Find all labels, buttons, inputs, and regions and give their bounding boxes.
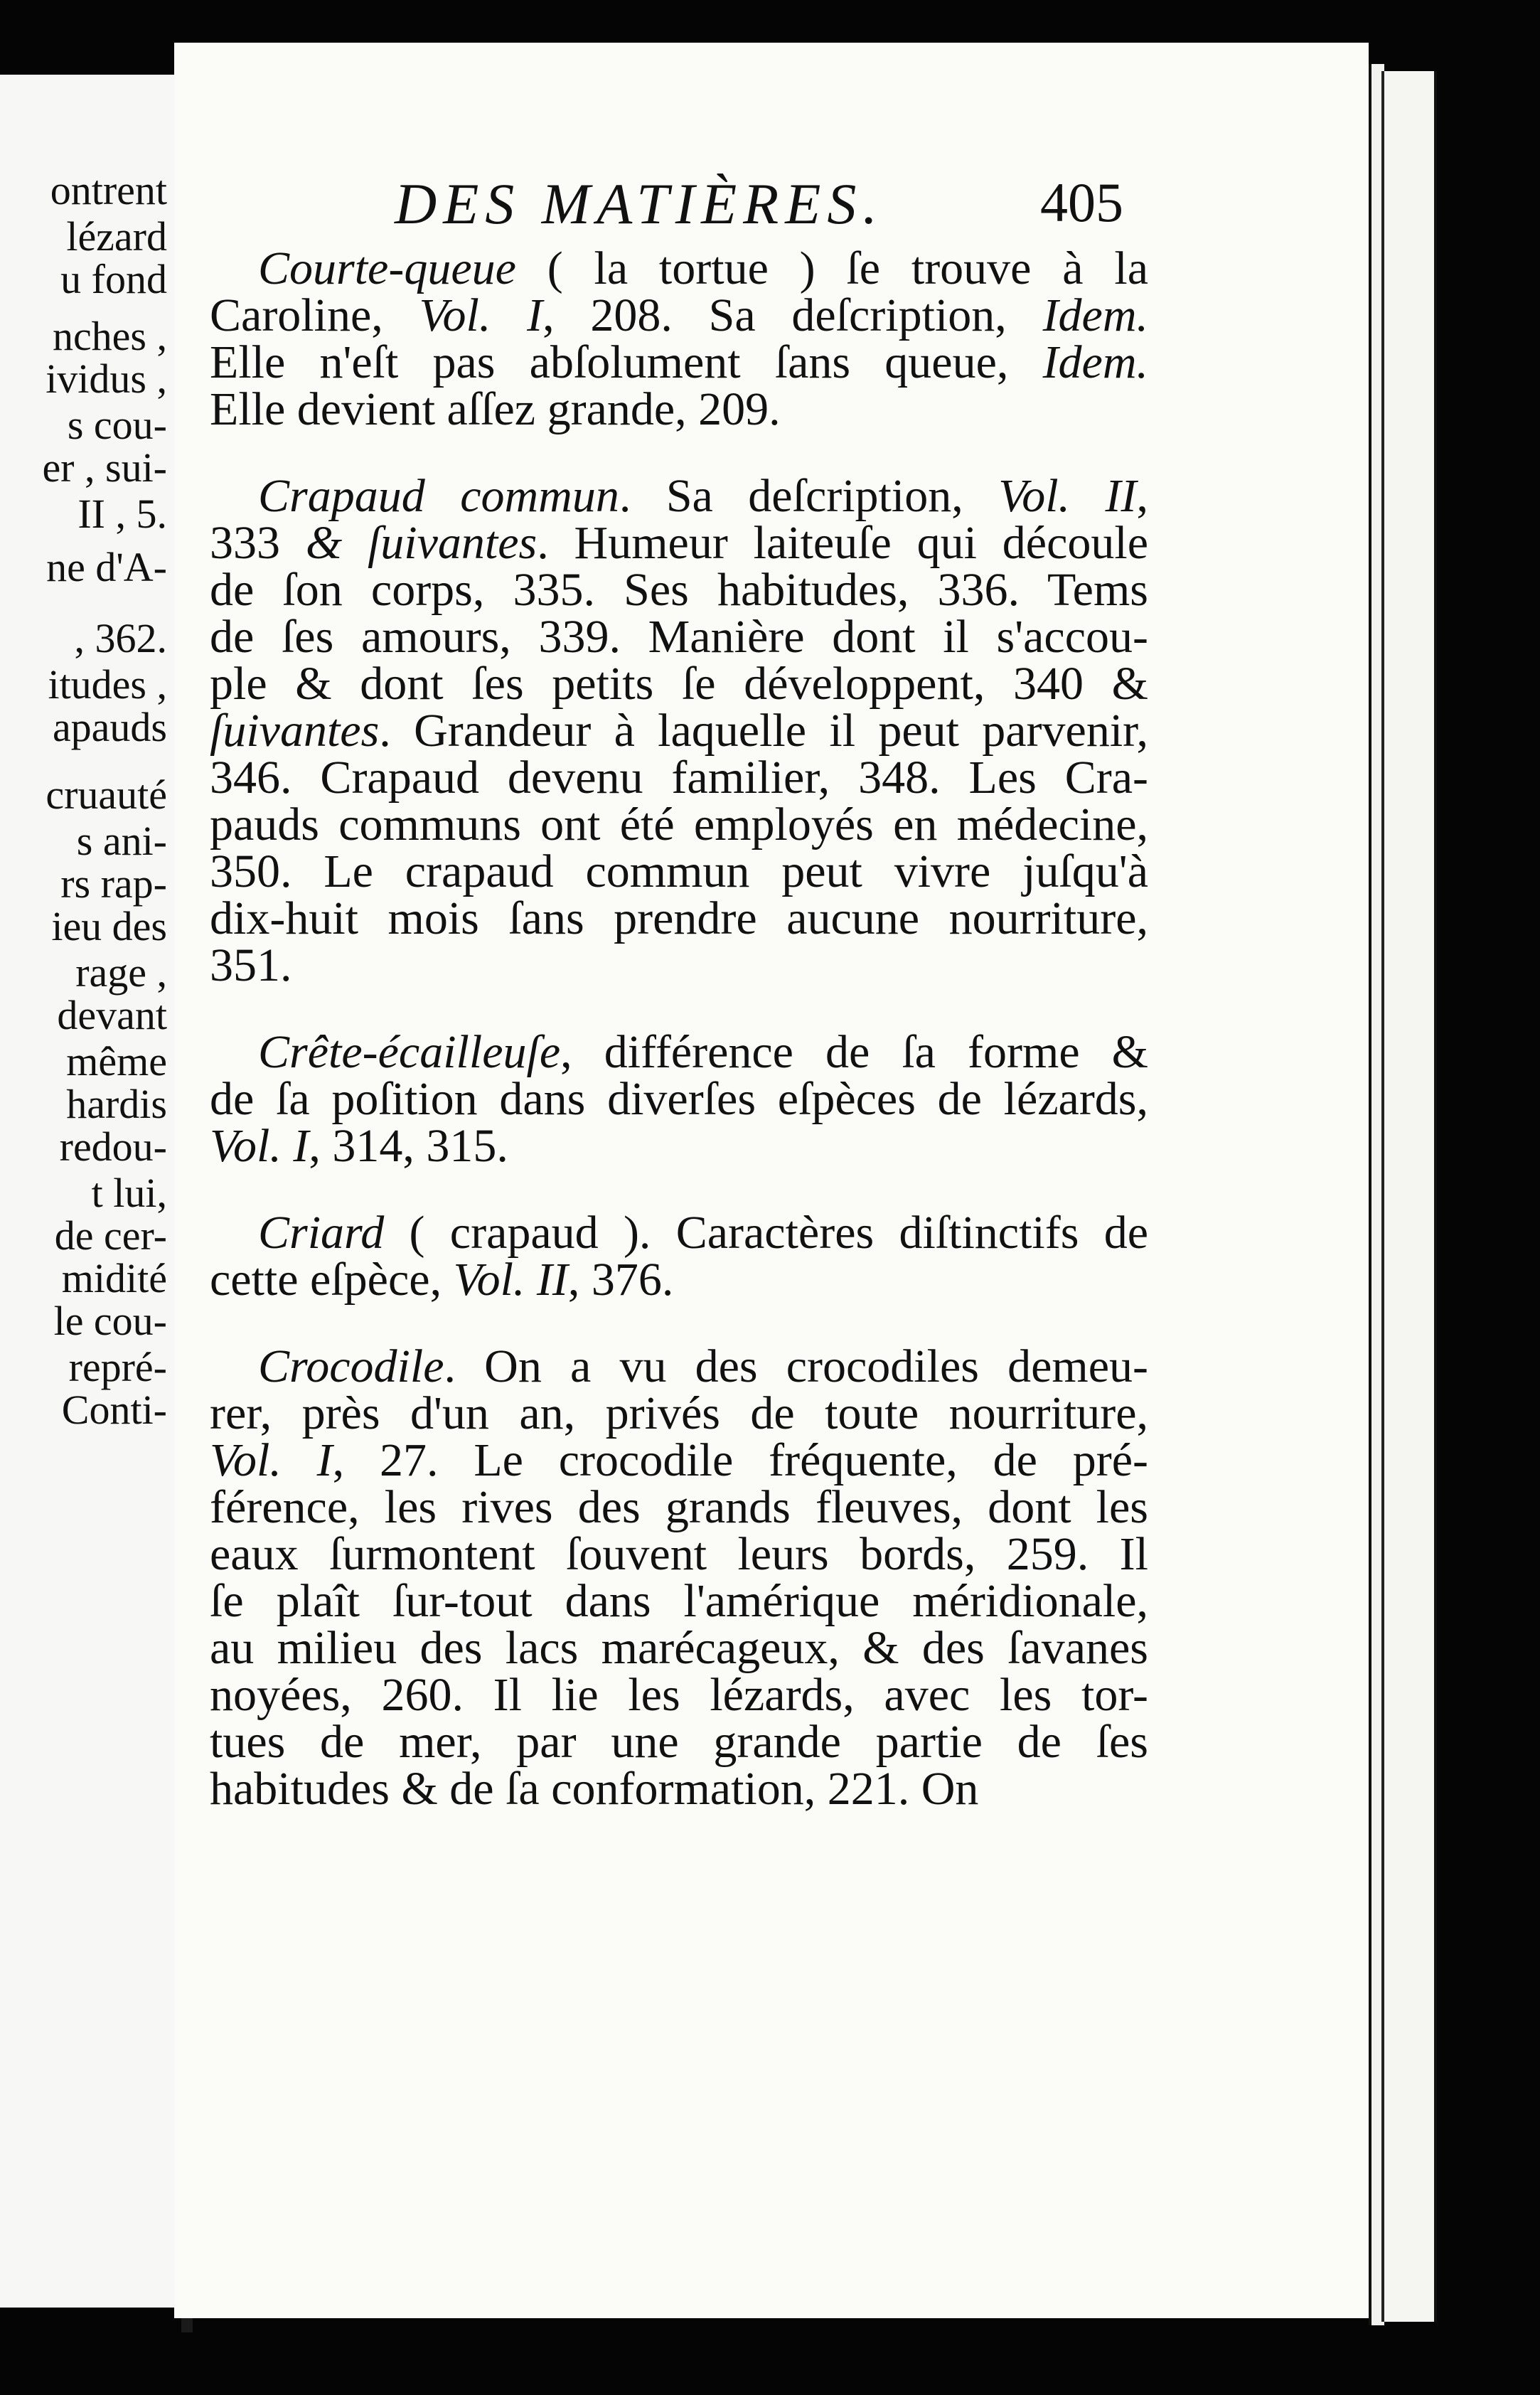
left-page-fragment: , 362. bbox=[74, 615, 167, 661]
left-page-fragment: devant bbox=[57, 992, 167, 1038]
index-entry bbox=[210, 1026, 1148, 1172]
italic-segment: Vol. II bbox=[453, 1254, 568, 1306]
entry-line bbox=[210, 1207, 1148, 1259]
italic-segment: Vol. I bbox=[210, 1434, 333, 1486]
text-segment: , 376. bbox=[567, 1254, 674, 1306]
entry-line bbox=[210, 892, 1148, 944]
text-segment: de ſon corps, 335. Ses habitudes, 336. Tems bbox=[210, 564, 1148, 616]
text-segment: 351. bbox=[210, 939, 292, 991]
entry-line bbox=[210, 1340, 1148, 1392]
text-segment: Elle devient aſſez grande, 209. bbox=[210, 383, 781, 435]
entry-line bbox=[210, 564, 1148, 616]
left-page-fragment: rs rap- bbox=[60, 860, 167, 907]
text-segment: habitudes & de ſa conformation, 221. On bbox=[210, 1763, 979, 1815]
text-segment: noyées, 260. Il lie les lézards, avec les tor- bbox=[210, 1669, 1148, 1721]
left-page-fragment: itudes , bbox=[48, 661, 167, 708]
entry-line bbox=[210, 289, 1148, 341]
left-page-fragment: midité bbox=[61, 1255, 167, 1301]
text-segment: Elle n'eſt pas abſolument ſans queue, bbox=[210, 336, 1043, 388]
italic-segment: Crapaud commun bbox=[258, 470, 619, 522]
italic-segment: Crocodile bbox=[258, 1340, 444, 1392]
left-page-fragment: ne d'A- bbox=[46, 544, 167, 590]
text-segment: . Humeur laiteuſe qui découle bbox=[537, 517, 1149, 569]
index-entry bbox=[210, 242, 1148, 435]
italic-segment: Criard bbox=[258, 1207, 385, 1259]
text-segment: . Grandeur à laquelle il peut parvenir, bbox=[379, 705, 1148, 757]
entry-line bbox=[210, 1669, 1148, 1721]
entry-line bbox=[210, 939, 1148, 991]
left-page-fragment: II , 5. bbox=[77, 491, 167, 537]
left-page-fragment: u fond bbox=[60, 256, 167, 302]
italic-segment: ſuivantes bbox=[210, 705, 380, 757]
left-page-fragment: le cou- bbox=[53, 1298, 167, 1344]
entry-line bbox=[210, 383, 1148, 435]
text-segment: , 314, 315. bbox=[309, 1120, 508, 1172]
text-segment: férence, les rives des grands fleuves, dont les bbox=[210, 1481, 1148, 1533]
running-head: DES MATIÈRES. bbox=[395, 171, 884, 236]
italic-segment: Idem. bbox=[1042, 289, 1148, 341]
text-segment: ( crapaud ). Caractères diſtinctifs de bbox=[384, 1207, 1148, 1259]
left-page-fragment: nches , bbox=[52, 313, 167, 359]
text-segment: 346. Crapaud devenu familier, 348. Les Cra- bbox=[210, 752, 1148, 804]
left-page-fragment: de cer- bbox=[54, 1212, 167, 1259]
italic-segment: Crête-écailleuſe bbox=[258, 1026, 561, 1078]
italic-segment: Vol. I bbox=[419, 289, 543, 341]
left-page-fragment: ontrent bbox=[50, 167, 167, 213]
text-segment: 333 bbox=[210, 517, 306, 569]
text-segment: rer, près d'un an, privés de toute nourriture, bbox=[210, 1387, 1148, 1439]
left-page-fragment: s cou- bbox=[67, 402, 167, 448]
text-segment: . Sa deſcription, bbox=[619, 470, 999, 522]
entry-line bbox=[210, 801, 1148, 848]
entry-line bbox=[210, 1716, 1148, 1768]
entry-line bbox=[210, 1481, 1148, 1533]
entry-line bbox=[210, 1528, 1148, 1580]
entry-line bbox=[210, 1763, 1148, 1815]
italic-segment: Idem. bbox=[1042, 336, 1148, 388]
entry-line bbox=[210, 1073, 1148, 1125]
left-page-fragment: hardis bbox=[66, 1081, 167, 1127]
left-page-fragment: s ani- bbox=[76, 818, 167, 864]
index-entry bbox=[210, 1207, 1148, 1306]
entry-line bbox=[210, 517, 1149, 569]
italic-segment: Courte-queue bbox=[258, 242, 516, 294]
italic-segment: Vol. I bbox=[210, 1120, 309, 1172]
left-page-fragment: cruauté bbox=[46, 772, 167, 818]
left-page bbox=[0, 75, 181, 2308]
index-entry bbox=[210, 470, 1149, 991]
left-page-fragment: t lui, bbox=[91, 1170, 167, 1216]
text-segment: dix-huit mois ſans prendre aucune nourriture, bbox=[210, 892, 1148, 944]
text-segment: , 27. Le crocodile fréquente, de pré- bbox=[332, 1434, 1148, 1486]
text-segment: , 208. Sa deſcription, bbox=[542, 289, 1043, 341]
text-segment: de ſes amours, 339. Manière dont il s'accou- bbox=[210, 611, 1148, 663]
text-segment: . On a vu des crocodiles demeu- bbox=[444, 1340, 1148, 1392]
text-segment: , différence de ſa forme & bbox=[560, 1026, 1148, 1078]
entry-line bbox=[210, 1254, 1148, 1306]
left-page-fragment: er , sui- bbox=[42, 444, 167, 491]
text-segment: ( la tortue ) ſe trouve à la bbox=[515, 242, 1148, 294]
left-page-fragment: Conti- bbox=[61, 1387, 167, 1433]
page-number: 405 bbox=[1040, 171, 1123, 233]
entry-line bbox=[210, 658, 1148, 710]
entry-line bbox=[210, 1120, 1148, 1172]
text-segment: ple & dont ſes petits ſe développent, 340 & bbox=[210, 658, 1148, 710]
text-segment: au milieu des lacs marécageux, & des ſavanes bbox=[210, 1622, 1148, 1674]
text-segment: cette eſpèce, bbox=[210, 1254, 454, 1306]
entry-line bbox=[210, 1622, 1148, 1674]
entry-line bbox=[210, 1575, 1148, 1627]
entry-line bbox=[210, 1026, 1148, 1078]
entry-line bbox=[210, 1434, 1148, 1486]
entry-line bbox=[210, 848, 1148, 895]
page-edge-outer bbox=[1381, 71, 1437, 2322]
text-segment: 350. Le crapaud commun peut vivre juſqu'à bbox=[210, 846, 1148, 897]
text-segment: eaux ſurmontent ſouvent leurs bords, 259. Il bbox=[210, 1528, 1148, 1580]
entry-line bbox=[210, 1387, 1148, 1439]
left-page-fragment: ieu des bbox=[51, 903, 167, 949]
entry-line bbox=[210, 470, 1149, 522]
italic-segment: & ſuivantes bbox=[305, 517, 538, 569]
entry-line bbox=[210, 336, 1148, 388]
text-segment: Caroline, bbox=[210, 289, 419, 341]
left-page-fragment: redou- bbox=[59, 1124, 167, 1170]
entry-line bbox=[210, 242, 1148, 294]
left-page-fragment: même bbox=[66, 1038, 167, 1084]
page-header bbox=[395, 171, 1123, 242]
left-page-fragment: rage , bbox=[75, 949, 167, 996]
left-page-fragment: ividus , bbox=[46, 356, 167, 402]
text-segment: pauds communs ont été employés en médecine, bbox=[210, 799, 1148, 850]
entry-line bbox=[210, 611, 1148, 663]
text-segment: ſe plaît ſur-tout dans l'amérique méridionale, bbox=[210, 1575, 1148, 1627]
left-page-fragment: repré- bbox=[68, 1344, 167, 1390]
italic-segment: Vol. II bbox=[998, 470, 1137, 522]
index-text bbox=[210, 242, 1149, 1852]
index-entry bbox=[210, 1340, 1148, 1815]
left-page-fragment: apauds bbox=[52, 704, 167, 750]
text-segment: de ſa poſition dans diverſes eſpèces de lézards, bbox=[210, 1073, 1148, 1125]
text-segment: tues de mer, par une grande partie de ſes bbox=[210, 1716, 1148, 1768]
left-page-fragment: lézard bbox=[66, 213, 167, 260]
entry-line bbox=[210, 752, 1148, 804]
entry-line bbox=[210, 705, 1148, 757]
text-segment: , bbox=[1136, 470, 1149, 522]
